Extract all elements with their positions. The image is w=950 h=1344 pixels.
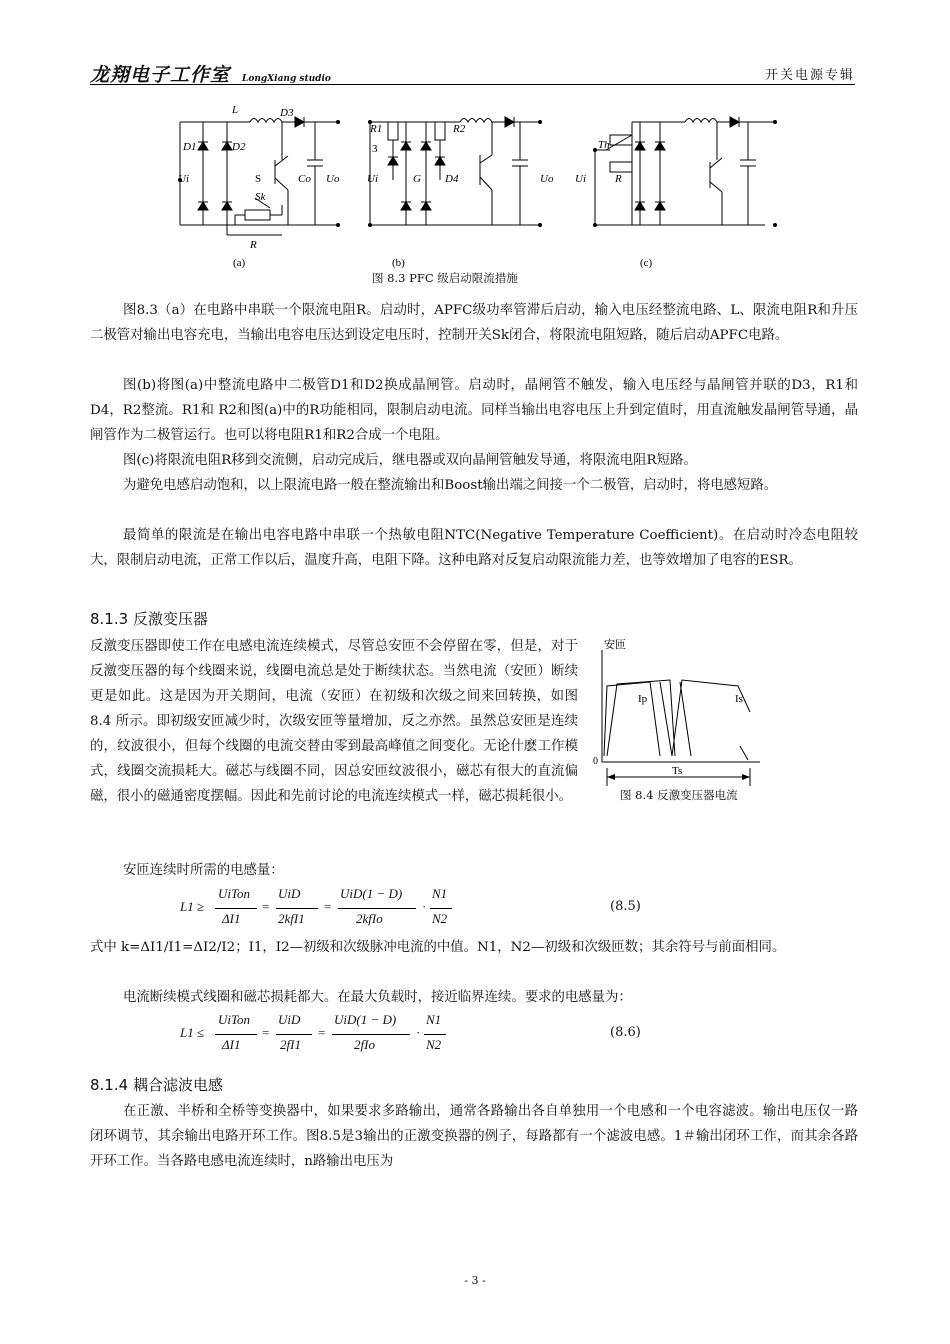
fig84-ylabel: 安匝 [604, 639, 626, 651]
svg-text:Th: Th [598, 139, 610, 151]
header-divider [90, 84, 855, 85]
svg-text:D4: D4 [445, 173, 459, 185]
section-heading-8-1-4: 8.1.4 耦合滤波电感 [90, 1076, 223, 1094]
figure-8-3-caption: 图 8.3 PFC 级启动限流措施 [372, 271, 518, 285]
svg-text:S: S [255, 173, 262, 185]
figure-8-3 [170, 100, 790, 290]
svg-text:Ui: Ui [178, 173, 189, 185]
equation-8-6: L1 ≤ UiTon ΔI1 = UiD 2fI1 = UiD(1 − D) 2fIo · N1 N2 [180, 1012, 500, 1062]
page-number: - 3 - [464, 1274, 486, 1287]
svg-text:Ui: Ui [575, 173, 586, 185]
svg-text:R: R [615, 173, 622, 185]
paragraph-5: 最简单的限流是在输出电容电路中串联一个热敏电阻NTC(Negative Temperature Coefficient)。在启动时冷态电阻较大，限制启动电流，正常工作以后，温度升高，电阻下降。这种电路对反复启动限流能力差，也等效增加了电容的ESR。 [90, 528, 858, 568]
svg-text:Co: Co [298, 173, 311, 185]
svg-text:Uo: Uo [326, 173, 340, 185]
svg-text:D2: D2 [232, 141, 246, 153]
svg-text:R2: R2 [453, 123, 466, 135]
svg-text:D3: D3 [280, 107, 294, 119]
equation-8-5-number: (8.5) [610, 899, 641, 914]
header-title: 龙翔电子工作室 LongXiang studio [90, 64, 331, 86]
paragraph-9: 电流断续模式线圈和磁芯损耗都大。在最大负载时，接近临界连续。要求的电感量为： [123, 990, 632, 1005]
paragraph-8: 式中 k=ΔI1/I1=ΔI2/I2；I1，I2—初级和次级脉冲电流的中值。N1，N2—初级和次级匝数；其余符号与前面相同。 [90, 940, 786, 955]
paragraph-7: 安匝连续时所需的电感量： [123, 863, 284, 878]
svg-text:(b): (b) [392, 257, 405, 269]
svg-text:Uo: Uo [540, 173, 554, 185]
paragraph-2: 图(b)将图(a)中整流电路中二极管D1和D2换成晶闸管。启动时，晶闸管不触发，输入电压经与晶闸管并联的D3，R1和D4，R2整流。R1和 R2和图(a)中的R功能相同，限制启动电流。同样当输出电容电压上升到定值时，用直流触发晶闸管导通，晶闸管作为二极管运行。也可以将电阻R1和R2合成一个电阻。 [90, 378, 858, 443]
svg-text:Ui: Ui [367, 173, 378, 185]
fig84-ts: Ts [672, 765, 683, 777]
header-subtitle: LongXiang studio [242, 74, 331, 84]
circuit-c [595, 117, 775, 225]
paragraph-1: 图8.3（a）在电路中串联一个限流电阻R。启动时，APFC级功率管滞后启动，输入电压经整流电路、L、限流电阻R和升压二极管对输出电容充电，当输出电容电压达到设定电压时，控制开关Sk闭合，将限流电阻短路，随后启动APFC电路。 [90, 303, 858, 343]
svg-text:(c): (c) [640, 257, 653, 269]
paragraph-3: 图(c)将限流电阻R移到交流侧，启动完成后，继电器或双向晶闸管触发导通，将限流电阻R短路。 [123, 453, 697, 468]
fig84-ip: Ip [638, 693, 648, 705]
fig84-zero: 0 [593, 756, 598, 767]
svg-text:L: L [232, 104, 239, 116]
section-heading-8-1-3: 8.1.3 反激变压器 [90, 610, 208, 628]
paragraph-6: 反激变压器即使工作在电感电流连续模式，尽管总安匝不会停留在零，但是，对于反激变压器的每个线圈来说，线圈电流总是处于断续状态。当然电流（安匝）断续更是如此。这是因为开关期间，电流（安匝）在初级和次级之间来回转换，如图 8.4 所示。即初级安匝减少时，次级安匝等量增加，反之亦然。虽然总安匝是连续的，纹波很小，但每个线圈的电流交替由零到最高峰值之间变化。无论什麽工作模式，线圈交流损耗大。磁芯与线圈不同，因总安匝纹波很小，磁芯有很大的直流偏磁，很小的磁通密度摆幅。因此和先前讨论的电流连续模式一样，磁芯损耗很小。 [90, 639, 578, 804]
header-right: 开关电源专辑 [764, 68, 855, 83]
figure-8-4 [590, 636, 770, 786]
equation-8-6-number: (8.6) [610, 1025, 641, 1040]
svg-text:(a): (a) [233, 257, 246, 269]
svg-text:R1: R1 [370, 123, 383, 135]
svg-text:Sk: Sk [255, 191, 266, 203]
svg-text:3: 3 [372, 143, 378, 155]
svg-text:R: R [250, 239, 257, 251]
paragraph-4: 为避免电感启动饱和，以上限流电路一般在整流输出和Boost输出端之间接一个二极管，启动时，将电感短路。 [123, 478, 778, 493]
svg-text:D1: D1 [183, 141, 197, 153]
figure-8-4-caption: 图 8.4 反激变压器电流 [620, 788, 738, 802]
fig84-is: Is [735, 693, 743, 705]
equation-8-5: L1 ≥ UiTon ΔI1 = UiD 2kfI1 = UiD(1 − D) 2kfIo · N1 N2 [180, 886, 500, 936]
svg-text:G: G [413, 173, 421, 185]
paragraph-10: 在正激、半桥和全桥等变换器中，如果要求多路输出，通常各路输出各自单独用一个电感和一个电容滤波。输出电压仅一路闭环调节，其余输出电路开环工作。图8.5是3输出的正激变换器的例子，每路都有一个滤波电感。1＃输出闭环工作，而其余各路开环工作。当各路电感电流连续时，n路输出电压为 [90, 1104, 858, 1169]
